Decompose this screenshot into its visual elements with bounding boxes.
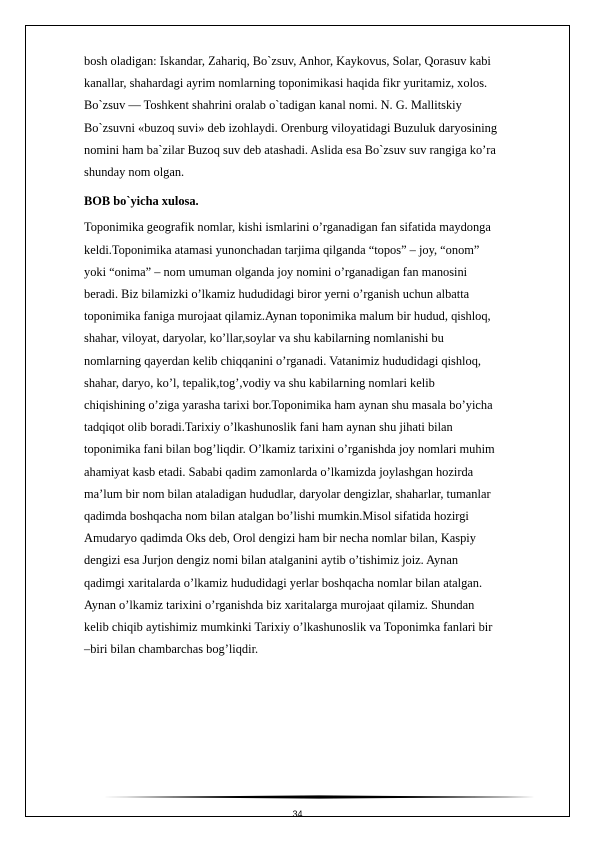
text-line: kanallar, shahardagi ayrim nomlarning toponimikasi haqida fikr yuritamiz, xolos. — [84, 76, 488, 91]
text-line: kelib chiqib aytishimiz mumkinki Tarixiy o’lkashunoslik va Toponimka fanlari bir — [84, 620, 493, 635]
text-line: chiqishining o’ziga yarasha tarixi bor.Toponimika ham aynan shu masala bo’yicha — [84, 398, 493, 413]
paragraph-conclusion — [84, 216, 554, 660]
paragraph-continuation — [84, 50, 554, 183]
text-line: shunday nom olgan. — [84, 165, 185, 180]
text-line: shahar, daryo, ko’l, tepalik,tog’,vodiy va shu kabilarning nomlari kelib — [84, 375, 435, 390]
document-body — [84, 50, 554, 660]
text-line: qadimda boshqacha nom bilan atalgan bo’lishi mumkin.Misol sifatida hozirgi — [84, 509, 469, 524]
text-line: nomini ham ba`zilar Buzoq suv deb atashadi. Aslida esa Bo`zsuv suv rangiga ko’ra — [84, 142, 496, 157]
text-line: Amudaryo qadimda Oks deb, Orol dengizi ham bir necha nomlar bilan, Kaspiy — [84, 531, 476, 546]
text-line: ma’lum bir nom bilan ataladigan hududlar, daryolar dengizlar, shaharlar, tumanlar — [84, 486, 491, 501]
text-line: Aynan o’lkamiz tarixini o’rganishda biz xaritalarga murojaat qilamiz. Shundan — [84, 597, 475, 612]
text-line: beradi. Biz bilamizki o’lkamiz hududidagi biror yerni o’rganish uchun albatta — [84, 287, 470, 302]
page-number: 34 — [292, 809, 303, 819]
section-heading: BOB bo`yicha xulosa. — [84, 194, 199, 209]
text-line: –biri bilan chambarchas bog’liqdir. — [84, 642, 259, 657]
text-line: qadimgi xaritalarda o’lkamiz hududidagi yerlar boshqacha nomlar bilan atalgan. — [84, 575, 483, 590]
text-line: Bo`zsuvni «buzoq suvi» deb izohlaydi. Orenburg viloyatidagi Buzuluk daryosining — [84, 120, 498, 135]
text-line: ahamiyat kasb etadi. Sababi qadim zamonlarda o’lkamizda joylashgan hozirda — [84, 464, 474, 479]
text-line: nomlarning qayerdan kelib chiqqanini o’rganadi. Vatanimiz hududidagi qishloq, — [84, 353, 481, 368]
text-line: shahar, viloyat, daryolar, ko’llar,soylar va shu kabilarning nomlanishi bu — [84, 331, 444, 346]
text-line: dengizi esa Jurjon dengiz nomi bilan atalganini aytib o’tishimiz joiz. Aynan — [84, 553, 459, 568]
footer-divider — [103, 795, 535, 799]
text-line: keldi.Toponimika atamasi yunonchadan tarjima qilganda “topos” – joy, “onom” — [84, 242, 480, 257]
text-line: yoki “onima” – nom umuman olganda joy nomini o’rganadigan fan manosini — [84, 264, 468, 279]
text-line: toponimika faniga murojaat qilamiz.Aynan toponimika malum bir hudud, qishloq, — [84, 309, 491, 324]
text-line: bosh oladigan: Iskandar, Zahariq, Bo`zsuv, Anhor, Kaykovus, Solar, Qorasuv kabi — [84, 54, 491, 68]
text-line: Bo`zsuv — Toshkent shahrini oralab o`tadigan kanal nomi. N. G. Mallitskiy — [84, 98, 462, 113]
footer-divider-shape — [103, 795, 535, 799]
text-line: toponimika fani bilan bog’liqdir. O’lkamiz tarixini o’rganishda joy nomlari muhim — [84, 442, 495, 457]
text-line: Toponimika geografik nomlar, kishi ismlarini o’rganadigan fan sifatida maydonga — [84, 220, 491, 235]
text-line: tadqiqot olib boradi.Tarixiy o’lkashunoslik fani ham aynan shu jihati bilan — [84, 420, 453, 435]
